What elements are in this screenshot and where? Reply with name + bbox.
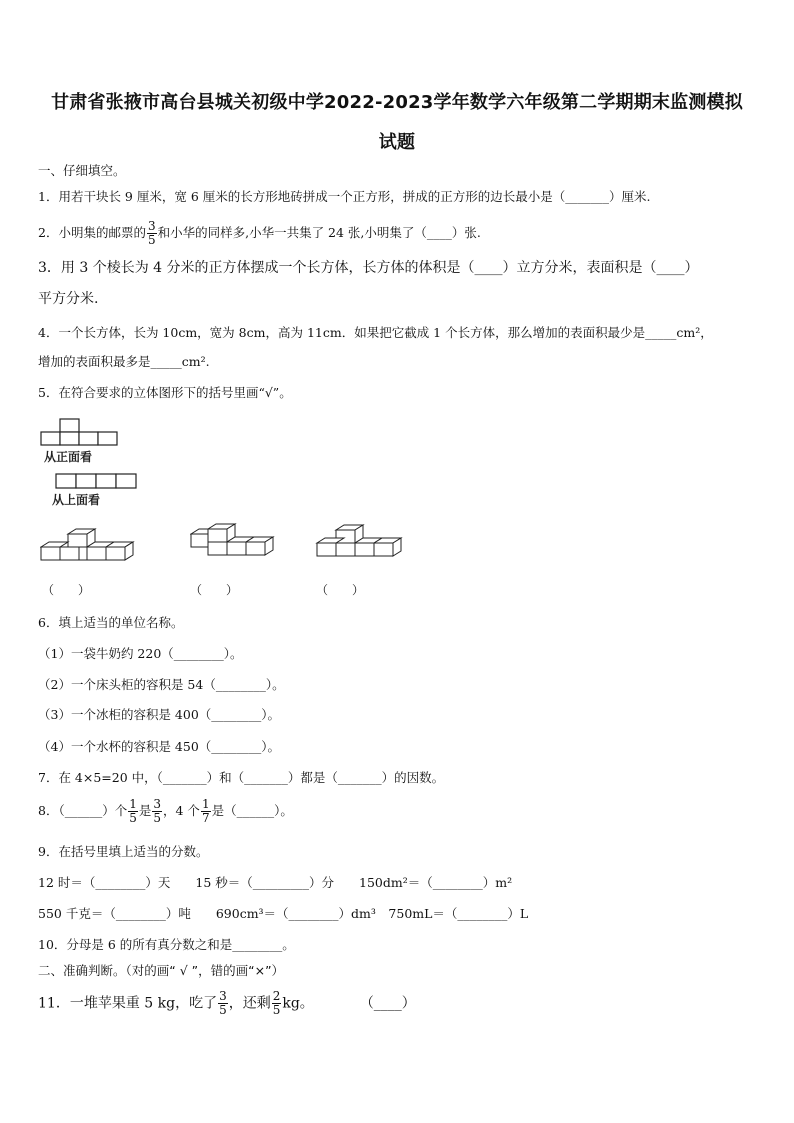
question-8-text-d: 是（______）。 [211, 803, 293, 818]
question-11 [38, 990, 768, 1017]
fraction-numerator: 3 [147, 219, 156, 233]
question-6: 6．填上适当的单位名称。 [38, 615, 184, 630]
fraction-numerator: 1 [201, 797, 210, 811]
question-8 [38, 798, 768, 825]
question-9-row-2: 550 千克＝（________）吨 690cm³＝（________）dm³ 750mL＝（________）L [38, 906, 529, 921]
fraction-three-fifths [147, 220, 157, 247]
fraction-two-fifths [272, 990, 282, 1017]
answer-paren-a[interactable]: （ ） [42, 583, 91, 597]
question-9: 9．在括号里填上适当的分数。 [38, 844, 209, 859]
question-8-text-c: ，4 个 [163, 803, 200, 818]
question-3-line-2: 平方分米. [38, 291, 99, 307]
fraction-three-fifths [218, 990, 228, 1017]
answer-paren-b[interactable]: （ ） [190, 583, 239, 597]
fraction-denominator: 5 [219, 1003, 227, 1017]
document-title-continued: 试题 [378, 132, 416, 153]
question-9-row-1: 12 时＝（________）天 15 秒＝（_________）分 150dm²＝（________）m² [38, 875, 513, 890]
fraction-denominator: 5 [272, 1003, 281, 1017]
question-8-text-b: 是 [138, 803, 152, 818]
solid-figure-c [315, 524, 407, 564]
top-view-label: 从上面看 [52, 493, 101, 507]
question-8-text-a: 8．（______）个 [38, 803, 128, 818]
fraction-one-fifth [128, 798, 138, 825]
question-4-line-2: 增加的表面积最多是_____cm². [38, 354, 210, 369]
document-title: 甘肃省张掖市高台县城关初级中学2022-2023学年数学六年级第二学期期末监测模拟 [51, 92, 743, 113]
fraction-numerator: 3 [219, 989, 227, 1003]
question-6-item-2: （2）一个床头柜的容积是 54（________）。 [38, 677, 285, 692]
fraction-denominator: 7 [201, 811, 210, 825]
fraction-one-seventh [201, 798, 211, 825]
section-heading-true-false: 二、准确判断。（对的画“ √ ”，错的画“×”） [38, 963, 285, 978]
answer-paren[interactable]: （____） [359, 995, 416, 1012]
solid-figure-a [40, 528, 135, 568]
fraction-three-fifths [152, 798, 162, 825]
fraction-numerator: 2 [272, 989, 281, 1003]
fraction-numerator: 1 [129, 797, 137, 811]
section-heading-fill-in: 一、仔细填空。 [38, 163, 126, 178]
question-2 [38, 220, 768, 247]
question-11-text-c: kg。 [282, 995, 314, 1012]
question-6-item-4: （4）一个水杯的容积是 450（________）。 [38, 739, 281, 754]
question-10: 10．分母是 6 的所有真分数之和是________。 [38, 937, 295, 952]
question-7: 7．在 4×5=20 中，（_______）和（_______）都是（_______）的因数。 [38, 770, 445, 785]
question-5: 5．在符合要求的立体图形下的括号里画“√”。 [38, 385, 292, 400]
front-view-figure [40, 418, 122, 446]
question-4-line-1: 4．一个长方体，长为 10cm，宽为 8cm，高为 11cm．如果把它截成 1 个长方体，那么增加的表面积最少是_____cm²， [38, 325, 713, 340]
fraction-denominator: 5 [153, 811, 161, 825]
front-view-label: 从正面看 [44, 450, 93, 464]
fraction-numerator: 3 [153, 797, 161, 811]
question-2-text-a: 2．小明集的邮票的 [38, 225, 146, 240]
fraction-denominator: 5 [129, 811, 137, 825]
answer-paren-c[interactable]: （ ） [316, 583, 365, 597]
top-view-figure [55, 472, 139, 490]
question-6-item-1: （1）一袋牛奶约 220（________）。 [38, 646, 243, 661]
question-2-text-b: 和小华的同样多,小华一共集了 24 张,小明集了（____）张. [157, 225, 481, 240]
question-1: 1．用若干块长 9 厘米，宽 6 厘米的长方形地砖拼成一个正方形，拼成的正方形的边长最小是（_______）厘米. [38, 189, 651, 204]
question-11-text-a: 11．一堆苹果重 5 kg，吃了 [38, 995, 218, 1012]
question-11-text-b: ，还剩 [228, 995, 271, 1012]
question-6-item-3: （3）一个冰柜的容积是 400（________）。 [38, 707, 281, 722]
question-3-line-1: 3．用 3 个棱长为 4 分米的正方体摆成一个长方体，长方体的体积是（____）立方分米，表面积是（____） [38, 260, 699, 276]
fraction-denominator: 5 [147, 233, 156, 247]
solid-figure-b [190, 522, 282, 562]
